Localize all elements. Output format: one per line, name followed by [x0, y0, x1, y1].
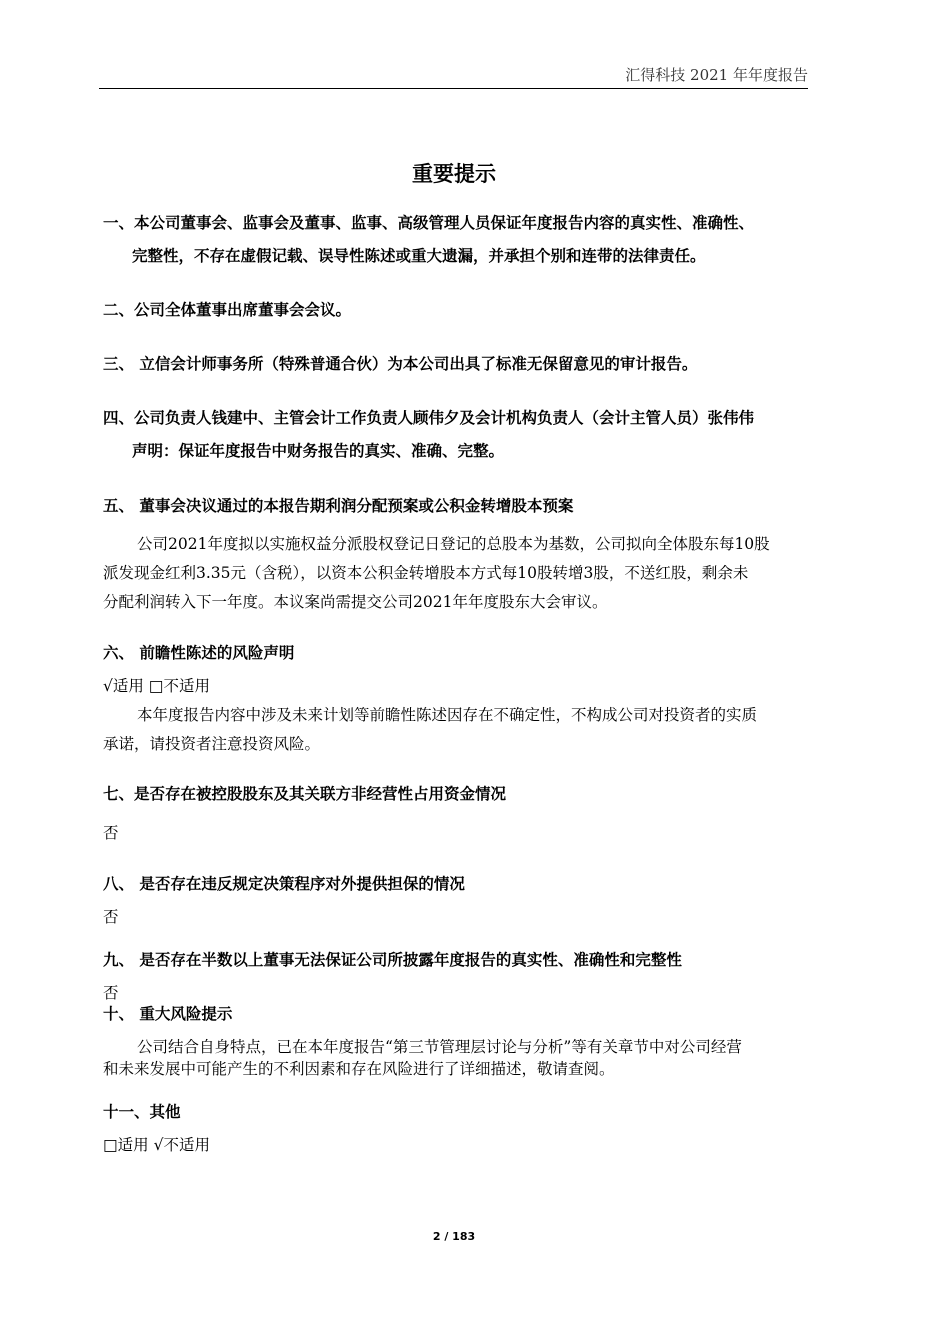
section-9-answer: 否	[103, 984, 119, 1002]
section-5-para-line-2: 派发现金红利3.35元（含税），以资本公积金转增股本方式每10股转增3股，不送红股，剩余未	[103, 564, 749, 582]
section-5-para-line-1: 公司2021年度拟以实施权益分派股权登记日登记的总股本为基数，公司拟向全体股东每10股	[137, 535, 770, 553]
section-9-heading: 九、 是否存在半数以上董事无法保证公司所披露年度报告的真实性、准确性和完整性	[103, 951, 682, 969]
section-10-heading: 十、 重大风险提示	[103, 1005, 233, 1023]
section-6-para-line-2: 承诺，请投资者注意投资风险。	[103, 735, 321, 753]
section-1-line-1: 一、本公司董事会、监事会及董事、监事、高级管理人员保证年度报告内容的真实性、准确性、	[103, 214, 755, 232]
section-1-line-2: 完整性，不存在虚假记载、误导性陈述或重大遗漏，并承担个别和连带的法律责任。	[132, 247, 706, 265]
section-6-heading: 六、 前瞻性陈述的风险声明	[103, 644, 295, 662]
page-title: 重要提示	[412, 162, 496, 186]
section-4-line-2: 声明：保证年度报告中财务报告的真实、准确、完整。	[132, 442, 505, 460]
header-title: 汇得科技 2021 年年度报告	[625, 66, 808, 84]
section-10-para-line-2: 和未来发展中可能产生的不利因素和存在风险进行了详细描述，敬请查阅。	[103, 1060, 615, 1078]
section-5-para-line-3: 分配利润转入下一年度。本议案尚需提交公司2021年年度股东大会审议。	[103, 593, 608, 611]
section-5-heading: 五、 董事会决议通过的本报告期利润分配预案或公积金转增股本预案	[103, 497, 574, 515]
section-4-line-1: 四、公司负责人钱建中、主管会计工作负责人顾伟夕及会计机构负责人（会计主管人员）张伟伟	[103, 409, 755, 427]
section-7-heading: 七、是否存在被控股股东及其关联方非经营性占用资金情况	[103, 785, 507, 803]
section-8-answer: 否	[103, 908, 119, 926]
section-7-answer: 否	[103, 824, 119, 842]
section-2: 二、公司全体董事出席董事会会议。	[103, 301, 352, 319]
section-11-applicability: □适用 √不适用	[103, 1136, 210, 1154]
section-11-heading: 十一、其他	[103, 1103, 181, 1121]
section-10-para-line-1: 公司结合自身特点，已在本年度报告“第三节管理层讨论与分析”等有关章节中对公司经营	[137, 1038, 742, 1056]
page-number: 2 / 183	[432, 1230, 476, 1243]
section-8-heading: 八、 是否存在违反规定决策程序对外提供担保的情况	[103, 875, 465, 893]
section-3: 三、 立信会计师事务所（特殊普通合伙）为本公司出具了标准无保留意见的审计报告。	[103, 355, 698, 373]
section-6-applicability: √适用 □不适用	[103, 677, 210, 695]
header-divider	[99, 88, 808, 89]
section-6-para-line-1: 本年度报告内容中涉及未来计划等前瞻性陈述因存在不确定性，不构成公司对投资者的实质	[137, 706, 758, 724]
